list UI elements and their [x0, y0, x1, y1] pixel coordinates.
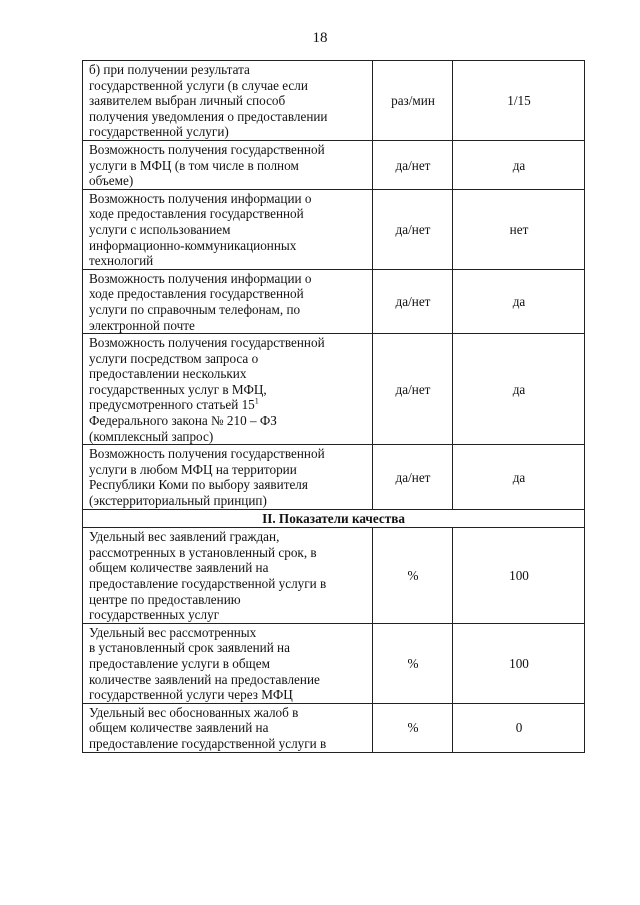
indicator-description: Удельный вес рассмотренных в установленный срок заявлений на предоставление услуги в общем количестве заявлений на предоставление государственной услуги через МФЦ	[83, 623, 373, 703]
indicator-description: Удельный вес заявлений граждан, рассмотренных в установленный срок, в общем количестве заявлений на предоставление государственной услуги в центре по предоставлению государственных услуг	[83, 528, 373, 624]
table-row	[83, 528, 585, 624]
unit-cell: да/нет	[373, 189, 453, 269]
value-cell: нет	[453, 189, 585, 269]
page-number: 18	[312, 30, 328, 46]
value-cell: 0	[453, 703, 585, 752]
indicator-description: Возможность получения информации о ходе предоставления государственной услуги с использованием информационно-коммуникационных технологий	[83, 189, 373, 269]
value-cell: да	[453, 334, 585, 445]
table-row	[83, 61, 585, 141]
indicator-description: Возможность получения государственной услуги в любом МФЦ на территории Республики Коми по выбору заявителя (экстерриториальный принцип)	[83, 445, 373, 509]
indicator-description: Возможность получения государственной услуги посредством запроса о предоставлении нескольких государственных услуг в МФЦ, предусмотренного статьей $15^1$ Федерального закона № 210 – ФЗ (комплексный запрос)	[83, 334, 373, 445]
table-row	[83, 703, 585, 752]
unit-cell: %	[373, 623, 453, 703]
table-row	[83, 623, 585, 703]
value-cell: да	[453, 269, 585, 333]
table-row	[83, 269, 585, 333]
value-cell: 1/15	[453, 61, 585, 141]
indicators-table	[82, 60, 585, 753]
table-row	[83, 140, 585, 189]
unit-cell: да/нет	[373, 269, 453, 333]
footnote-marker: 1	[254, 397, 259, 407]
value-cell: 100	[453, 528, 585, 624]
value-cell: 100	[453, 623, 585, 703]
unit-cell: да/нет	[373, 334, 453, 445]
table-row	[83, 445, 585, 509]
unit-cell: раз/мин	[373, 61, 453, 141]
section-title: II. Показатели качества	[83, 509, 585, 528]
unit-cell: да/нет	[373, 445, 453, 509]
indicator-description: Возможность получения государственной услуги в МФЦ (в том числе в полном объеме)	[83, 140, 373, 189]
table-row	[83, 189, 585, 269]
table-row	[83, 334, 585, 445]
unit-cell: %	[373, 528, 453, 624]
unit-cell: да/нет	[373, 140, 453, 189]
indicator-description: Возможность получения информации о ходе предоставления государственной услуги по справочным телефонам, по электронной почте	[83, 269, 373, 333]
indicator-description: б) при получении результата государственной услуги (в случае если заявителем выбран личный способ получения уведомления о предоставлении государственной услуги)	[83, 61, 373, 141]
value-cell: да	[453, 140, 585, 189]
unit-cell: %	[373, 703, 453, 752]
section-header-row	[83, 509, 585, 528]
value-cell: да	[453, 445, 585, 509]
indicator-description: Удельный вес обоснованных жалоб в общем количестве заявлений на предоставление государственной услуги в	[83, 703, 373, 752]
